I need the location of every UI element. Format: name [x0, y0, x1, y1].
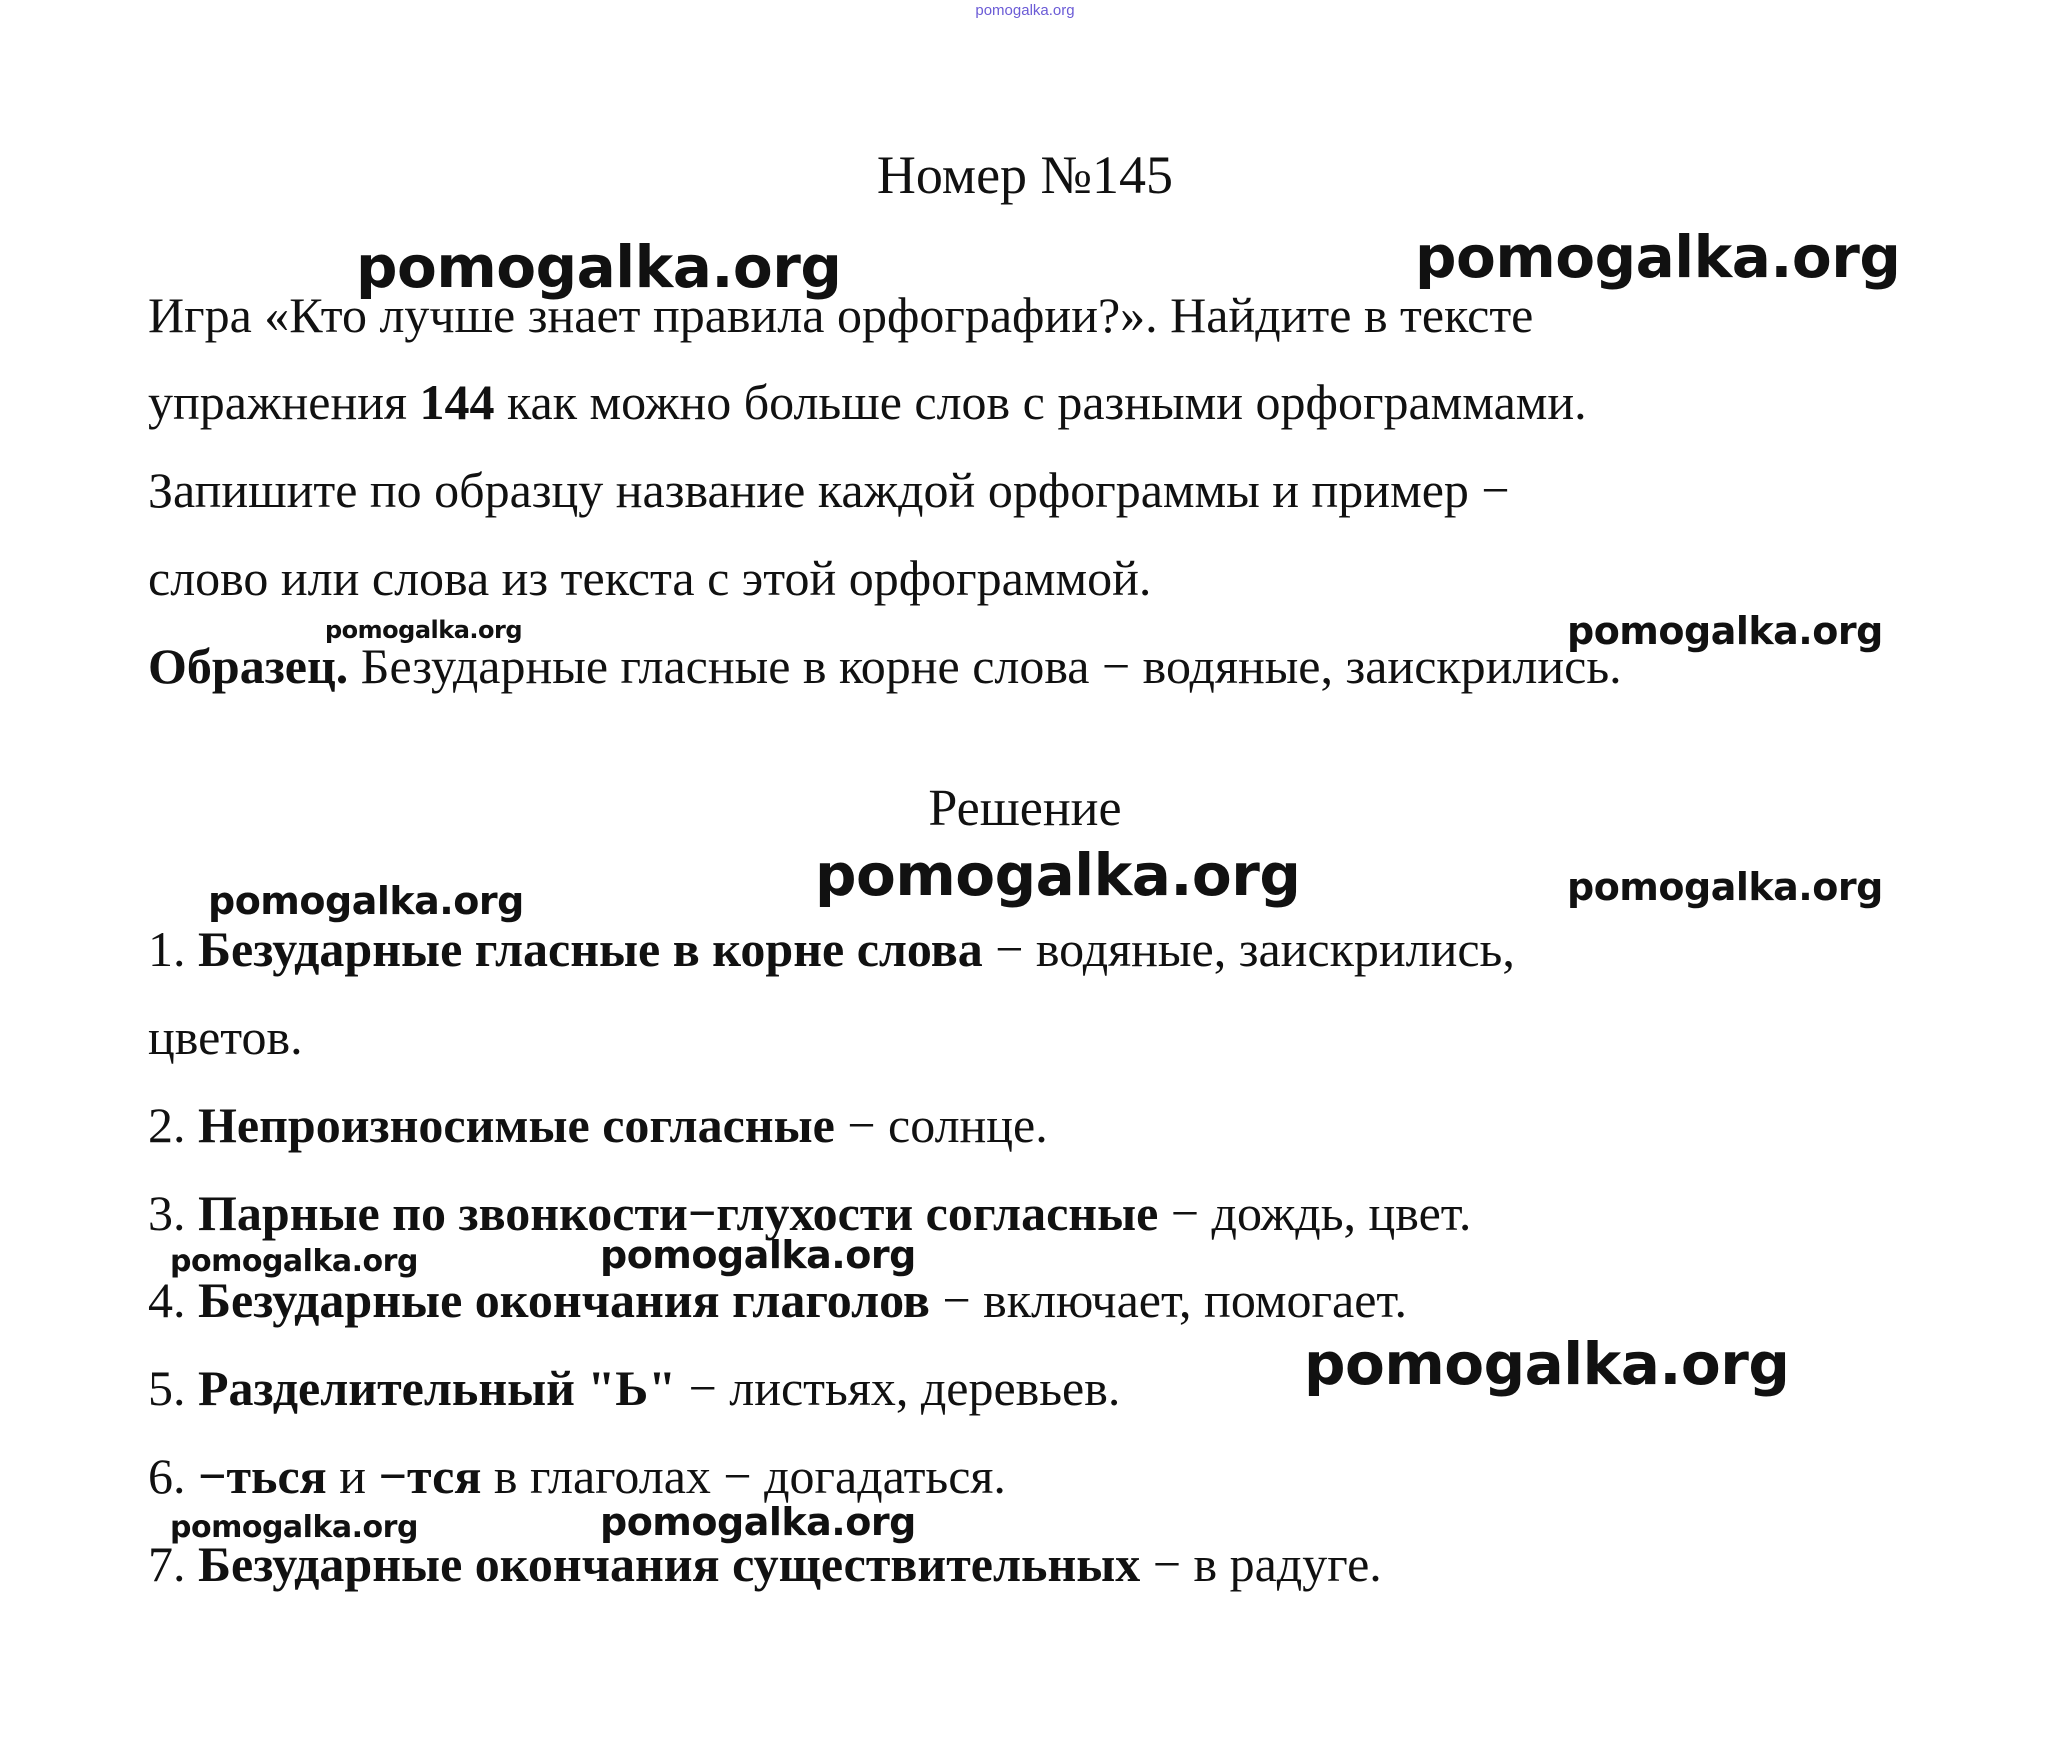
- watermark-text: pomogalka.org: [1304, 1330, 1790, 1398]
- task-line-2-end: как можно больше слов с разными орфограммами.: [494, 374, 1587, 430]
- item-number: 1.: [148, 921, 198, 977]
- exercise-title: Номер №145: [876, 145, 1174, 205]
- item-examples: − солнце.: [834, 1097, 1048, 1153]
- item-number: 7.: [148, 1536, 198, 1592]
- watermark-text: pomogalka.org: [325, 616, 523, 644]
- watermark-text: pomogalka.org: [600, 1500, 916, 1544]
- item-examples: − дождь, цвет.: [1158, 1185, 1472, 1241]
- watermark-text: pomogalka.org: [600, 1233, 916, 1277]
- solution-heading: Решение: [928, 780, 1122, 837]
- task-line-2-start: упражнения: [148, 374, 420, 430]
- watermark-text: pomogalka.org: [208, 879, 524, 923]
- solution-item-1: [148, 921, 1515, 977]
- sample-line: [148, 638, 1622, 694]
- item-rule: Парные по звонкости−глухости согласные: [198, 1185, 1159, 1241]
- solution-item-3: [148, 1185, 1472, 1241]
- solution-item-7: [148, 1536, 1382, 1592]
- item-rule: Непроизносимые согласные: [198, 1097, 835, 1153]
- item-number: 6.: [148, 1448, 198, 1504]
- exercise-ref-number: 144: [419, 374, 495, 430]
- watermark-text: pomogalka.org: [1415, 223, 1901, 291]
- item-rule: Безударные окончания глаголов: [198, 1272, 930, 1328]
- task-line-4: слово или слова из текста с этой орфограммой.: [148, 550, 1152, 606]
- solution-item-1-continuation: цветов.: [148, 1009, 303, 1065]
- item-rule-part-2: −тся: [378, 1448, 482, 1504]
- watermark-text: pomogalka.org: [815, 841, 1301, 909]
- item-examples: − водяные, заискрились,: [982, 921, 1515, 977]
- watermark-text: pomogalka.org: [1567, 865, 1883, 909]
- solution-item-2: [148, 1097, 1048, 1153]
- task-line-1: Игра «Кто лучше знает правила орфографии?». Найдите в тексте: [148, 287, 1534, 343]
- item-number: 4.: [148, 1272, 198, 1328]
- solution-item-6: [148, 1448, 1006, 1504]
- watermark-text: pomogalka.org: [1567, 609, 1883, 653]
- item-connector: и: [326, 1448, 379, 1504]
- site-url[interactable]: pomogalka.org: [975, 2, 1075, 19]
- item-rule: Безударные гласные в корне слова: [198, 921, 983, 977]
- item-rule-part-1: −ться: [198, 1448, 327, 1504]
- sample-label: Образец.: [148, 638, 349, 694]
- solution-item-5: [148, 1360, 1121, 1416]
- item-examples: − листьях, деревьев.: [676, 1360, 1121, 1416]
- item-number: 3.: [148, 1185, 198, 1241]
- item-rule: Разделительный "Ь": [198, 1360, 677, 1416]
- item-examples: − включает, помогает.: [929, 1272, 1407, 1328]
- item-number: 2.: [148, 1097, 198, 1153]
- solution-item-4: [148, 1272, 1407, 1328]
- item-number: 5.: [148, 1360, 198, 1416]
- watermark-text: pomogalka.org: [170, 1244, 418, 1279]
- item-rule: Безударные окончания существительных: [198, 1536, 1141, 1592]
- task-line-3: Запишите по образцу название каждой орфограммы и пример −: [148, 462, 1510, 518]
- watermark-text: pomogalka.org: [356, 233, 842, 301]
- item-examples: − в радуге.: [1140, 1536, 1382, 1592]
- task-line-2: [148, 374, 1587, 430]
- item-examples: в глаголах − догадаться.: [481, 1448, 1006, 1504]
- sample-text: Безударные гласные в корне слова − водяные, заискрились.: [348, 638, 1622, 694]
- watermark-text: pomogalka.org: [170, 1510, 418, 1545]
